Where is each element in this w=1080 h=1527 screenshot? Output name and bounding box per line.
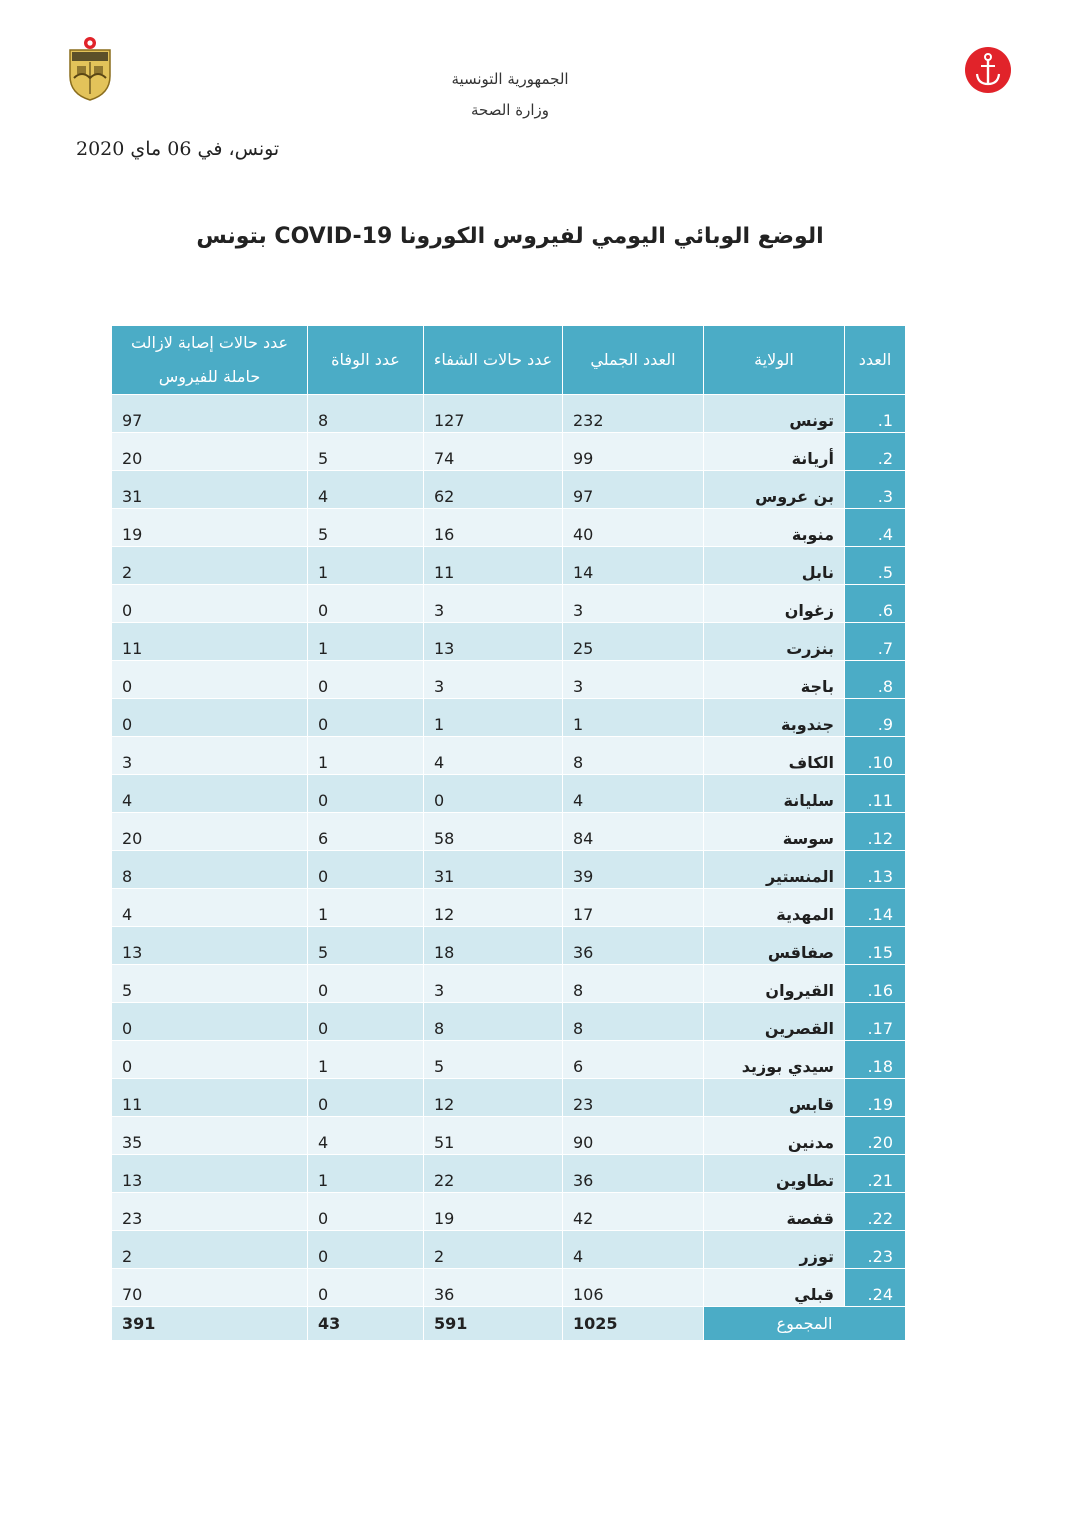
table-row [112, 813, 906, 851]
deaths-cell: 0 [308, 1193, 424, 1231]
totals-row [112, 1307, 906, 1341]
total-cell: 84 [563, 813, 704, 851]
active-cell: 11 [112, 1079, 308, 1117]
governorate-cell: قفصة [704, 1193, 845, 1231]
table-row [112, 471, 906, 509]
governorate-cell: سوسة [704, 813, 845, 851]
recovered-cell: 3 [424, 661, 563, 699]
active-cell: 13 [112, 1155, 308, 1193]
active-cell: 5 [112, 965, 308, 1003]
table-row [112, 927, 906, 965]
governorate-cell: أريانة [704, 433, 845, 471]
deaths-cell: 1 [308, 1155, 424, 1193]
rank-cell: 7. [845, 623, 906, 661]
table-row [112, 1117, 906, 1155]
total-cell: 17 [563, 889, 704, 927]
deaths-cell: 8 [308, 395, 424, 433]
rank-cell: 6. [845, 585, 906, 623]
rank-cell: 12. [845, 813, 906, 851]
rank-cell: 13. [845, 851, 906, 889]
table-row [112, 661, 906, 699]
total-cell: 99 [563, 433, 704, 471]
active-cell: 31 [112, 471, 308, 509]
governorate-cell: صفاقس [704, 927, 845, 965]
total-cell: 36 [563, 1155, 704, 1193]
recovered-cell: 11 [424, 547, 563, 585]
total-cell: 6 [563, 1041, 704, 1079]
deaths-cell: 0 [308, 1079, 424, 1117]
recovered-cell: 22 [424, 1155, 563, 1193]
active-cell: 20 [112, 813, 308, 851]
rank-cell: 19. [845, 1079, 906, 1117]
table-footer [112, 1307, 906, 1341]
column-header-deaths: عدد الوفاة [308, 326, 424, 395]
governorate-cell: نابل [704, 547, 845, 585]
active-cell: 13 [112, 927, 308, 965]
active-cell: 11 [112, 623, 308, 661]
governorate-cell: بن عروس [704, 471, 845, 509]
governorate-cell: المهدية [704, 889, 845, 927]
recovered-cell: 16 [424, 509, 563, 547]
deaths-cell: 0 [308, 851, 424, 889]
table-row [112, 395, 906, 433]
rank-cell: 20. [845, 1117, 906, 1155]
total-cell: 25 [563, 623, 704, 661]
table-row [112, 623, 906, 661]
rank-cell: 5. [845, 547, 906, 585]
table-row [112, 1041, 906, 1079]
table-row [112, 433, 906, 471]
total-cell: 8 [563, 965, 704, 1003]
header-row [112, 326, 906, 395]
deaths-cell: 1 [308, 623, 424, 661]
governorate-cell: قابس [704, 1079, 845, 1117]
active-cell: 20 [112, 433, 308, 471]
deaths-cell: 1 [308, 737, 424, 775]
governorate-cell: جندوبة [704, 699, 845, 737]
table-row [112, 1079, 906, 1117]
total-cell: 97 [563, 471, 704, 509]
rank-cell: 4. [845, 509, 906, 547]
governorate-cell: مدنين [704, 1117, 845, 1155]
total-cell: 40 [563, 509, 704, 547]
column-header-total: العدد الجملي [563, 326, 704, 395]
recovered-cell: 36 [424, 1269, 563, 1307]
total-cell: 4 [563, 1231, 704, 1269]
rank-cell: 17. [845, 1003, 906, 1041]
total-cell: 23 [563, 1079, 704, 1117]
recovered-cell: 12 [424, 1079, 563, 1117]
total-cell: 3 [563, 661, 704, 699]
rank-cell: 21. [845, 1155, 906, 1193]
active-cell: 0 [112, 585, 308, 623]
recovered-cell: 0 [424, 775, 563, 813]
deaths-cell: 4 [308, 471, 424, 509]
active-cell: 2 [112, 1231, 308, 1269]
total-cell: 90 [563, 1117, 704, 1155]
total-cell: 4 [563, 775, 704, 813]
rank-cell: 23. [845, 1231, 906, 1269]
table-row [112, 1003, 906, 1041]
table-row [112, 1155, 906, 1193]
recovered-cell: 2 [424, 1231, 563, 1269]
rank-cell: 9. [845, 699, 906, 737]
recovered-cell: 62 [424, 471, 563, 509]
deaths-cell: 6 [308, 813, 424, 851]
total-cell: 14 [563, 547, 704, 585]
active-cell: 35 [112, 1117, 308, 1155]
recovered-cell: 3 [424, 585, 563, 623]
totals-deaths: 43 [308, 1307, 424, 1341]
total-cell: 1 [563, 699, 704, 737]
deaths-cell: 0 [308, 699, 424, 737]
recovered-cell: 3 [424, 965, 563, 1003]
deaths-cell: 0 [308, 1003, 424, 1041]
rank-cell: 3. [845, 471, 906, 509]
table-row [112, 1193, 906, 1231]
active-cell: 97 [112, 395, 308, 433]
governorate-cell: منوبة [704, 509, 845, 547]
deaths-cell: 1 [308, 547, 424, 585]
active-cell: 19 [112, 509, 308, 547]
table-row [112, 737, 906, 775]
table-row [112, 585, 906, 623]
total-cell: 36 [563, 927, 704, 965]
table-row [112, 1269, 906, 1307]
recovered-cell: 4 [424, 737, 563, 775]
deaths-cell: 1 [308, 889, 424, 927]
governorate-cell: سيدي بوزيد [704, 1041, 845, 1079]
coat-of-arms-icon [64, 36, 116, 102]
active-cell: 4 [112, 889, 308, 927]
active-cell: 0 [112, 1003, 308, 1041]
table-row [112, 965, 906, 1003]
column-header-active: عدد حالات إصابة لازالت حاملة للفيروس [112, 326, 308, 395]
recovered-cell: 51 [424, 1117, 563, 1155]
deaths-cell: 5 [308, 433, 424, 471]
governorate-cell: القصرين [704, 1003, 845, 1041]
governorate-cell: تونس [704, 395, 845, 433]
table-header [112, 326, 906, 395]
deaths-cell: 0 [308, 1231, 424, 1269]
active-cell: 8 [112, 851, 308, 889]
active-cell: 2 [112, 547, 308, 585]
active-cell: 0 [112, 661, 308, 699]
deaths-cell: 0 [308, 1269, 424, 1307]
rank-cell: 24. [845, 1269, 906, 1307]
active-cell: 0 [112, 1041, 308, 1079]
recovered-cell: 1 [424, 699, 563, 737]
table-row [112, 547, 906, 585]
recovered-cell: 5 [424, 1041, 563, 1079]
deaths-cell: 0 [308, 661, 424, 699]
table-body [112, 395, 906, 1307]
total-cell: 8 [563, 737, 704, 775]
rank-cell: 10. [845, 737, 906, 775]
ministry-label: وزارة الصحة [471, 101, 549, 119]
totals-label: المجموع [704, 1307, 906, 1341]
governorate-cell: قبلي [704, 1269, 845, 1307]
governorate-cell: القيروان [704, 965, 845, 1003]
governorate-cell: توزر [704, 1231, 845, 1269]
governorate-cell: باجة [704, 661, 845, 699]
table-row [112, 775, 906, 813]
recovered-cell: 58 [424, 813, 563, 851]
total-cell: 39 [563, 851, 704, 889]
recovered-cell: 74 [424, 433, 563, 471]
table-row [112, 851, 906, 889]
recovered-cell: 18 [424, 927, 563, 965]
table-row [112, 699, 906, 737]
total-cell: 232 [563, 395, 704, 433]
table-row [112, 889, 906, 927]
active-cell: 4 [112, 775, 308, 813]
active-cell: 23 [112, 1193, 308, 1231]
rank-cell: 22. [845, 1193, 906, 1231]
governorate-cell: تطاوين [704, 1155, 845, 1193]
table-row [112, 509, 906, 547]
column-header-recovered: عدد حالات الشفاء [424, 326, 563, 395]
governorate-cell: بنزرت [704, 623, 845, 661]
deaths-cell: 4 [308, 1117, 424, 1155]
recovered-cell: 8 [424, 1003, 563, 1041]
active-cell: 3 [112, 737, 308, 775]
recovered-cell: 19 [424, 1193, 563, 1231]
column-header-rank: العدد [845, 326, 906, 395]
governorate-cell: زغوان [704, 585, 845, 623]
republic-label: الجمهورية التونسية [451, 70, 569, 88]
deaths-cell: 1 [308, 1041, 424, 1079]
active-cell: 0 [112, 699, 308, 737]
governorate-cell: المنستير [704, 851, 845, 889]
deaths-cell: 0 [308, 965, 424, 1003]
recovered-cell: 31 [424, 851, 563, 889]
rank-cell: 2. [845, 433, 906, 471]
total-cell: 42 [563, 1193, 704, 1231]
recovered-cell: 12 [424, 889, 563, 927]
rank-cell: 8. [845, 661, 906, 699]
page-title: الوضع الوبائي اليومي لفيروس الكورونا COVID-19 بتونس [196, 224, 824, 249]
table-row [112, 1231, 906, 1269]
total-cell: 106 [563, 1269, 704, 1307]
deaths-cell: 5 [308, 927, 424, 965]
totals-total: 1025 [563, 1307, 704, 1341]
deaths-cell: 0 [308, 775, 424, 813]
governorate-cell: الكاف [704, 737, 845, 775]
covid-stats-table [111, 325, 906, 1341]
rank-cell: 16. [845, 965, 906, 1003]
rank-cell: 14. [845, 889, 906, 927]
deaths-cell: 0 [308, 585, 424, 623]
total-cell: 8 [563, 1003, 704, 1041]
governorate-cell: سليانة [704, 775, 845, 813]
column-header-governorate: الولاية [704, 326, 845, 395]
total-cell: 3 [563, 585, 704, 623]
recovered-cell: 127 [424, 395, 563, 433]
recovered-cell: 13 [424, 623, 563, 661]
totals-recovered: 591 [424, 1307, 563, 1341]
rank-cell: 1. [845, 395, 906, 433]
totals-active: 391 [112, 1307, 308, 1341]
rank-cell: 11. [845, 775, 906, 813]
rank-cell: 18. [845, 1041, 906, 1079]
active-cell: 70 [112, 1269, 308, 1307]
place-date: تونس، في 06 ماي 2020 [76, 138, 280, 160]
rank-cell: 15. [845, 927, 906, 965]
deaths-cell: 5 [308, 509, 424, 547]
ministry-logo-icon [964, 46, 1012, 94]
